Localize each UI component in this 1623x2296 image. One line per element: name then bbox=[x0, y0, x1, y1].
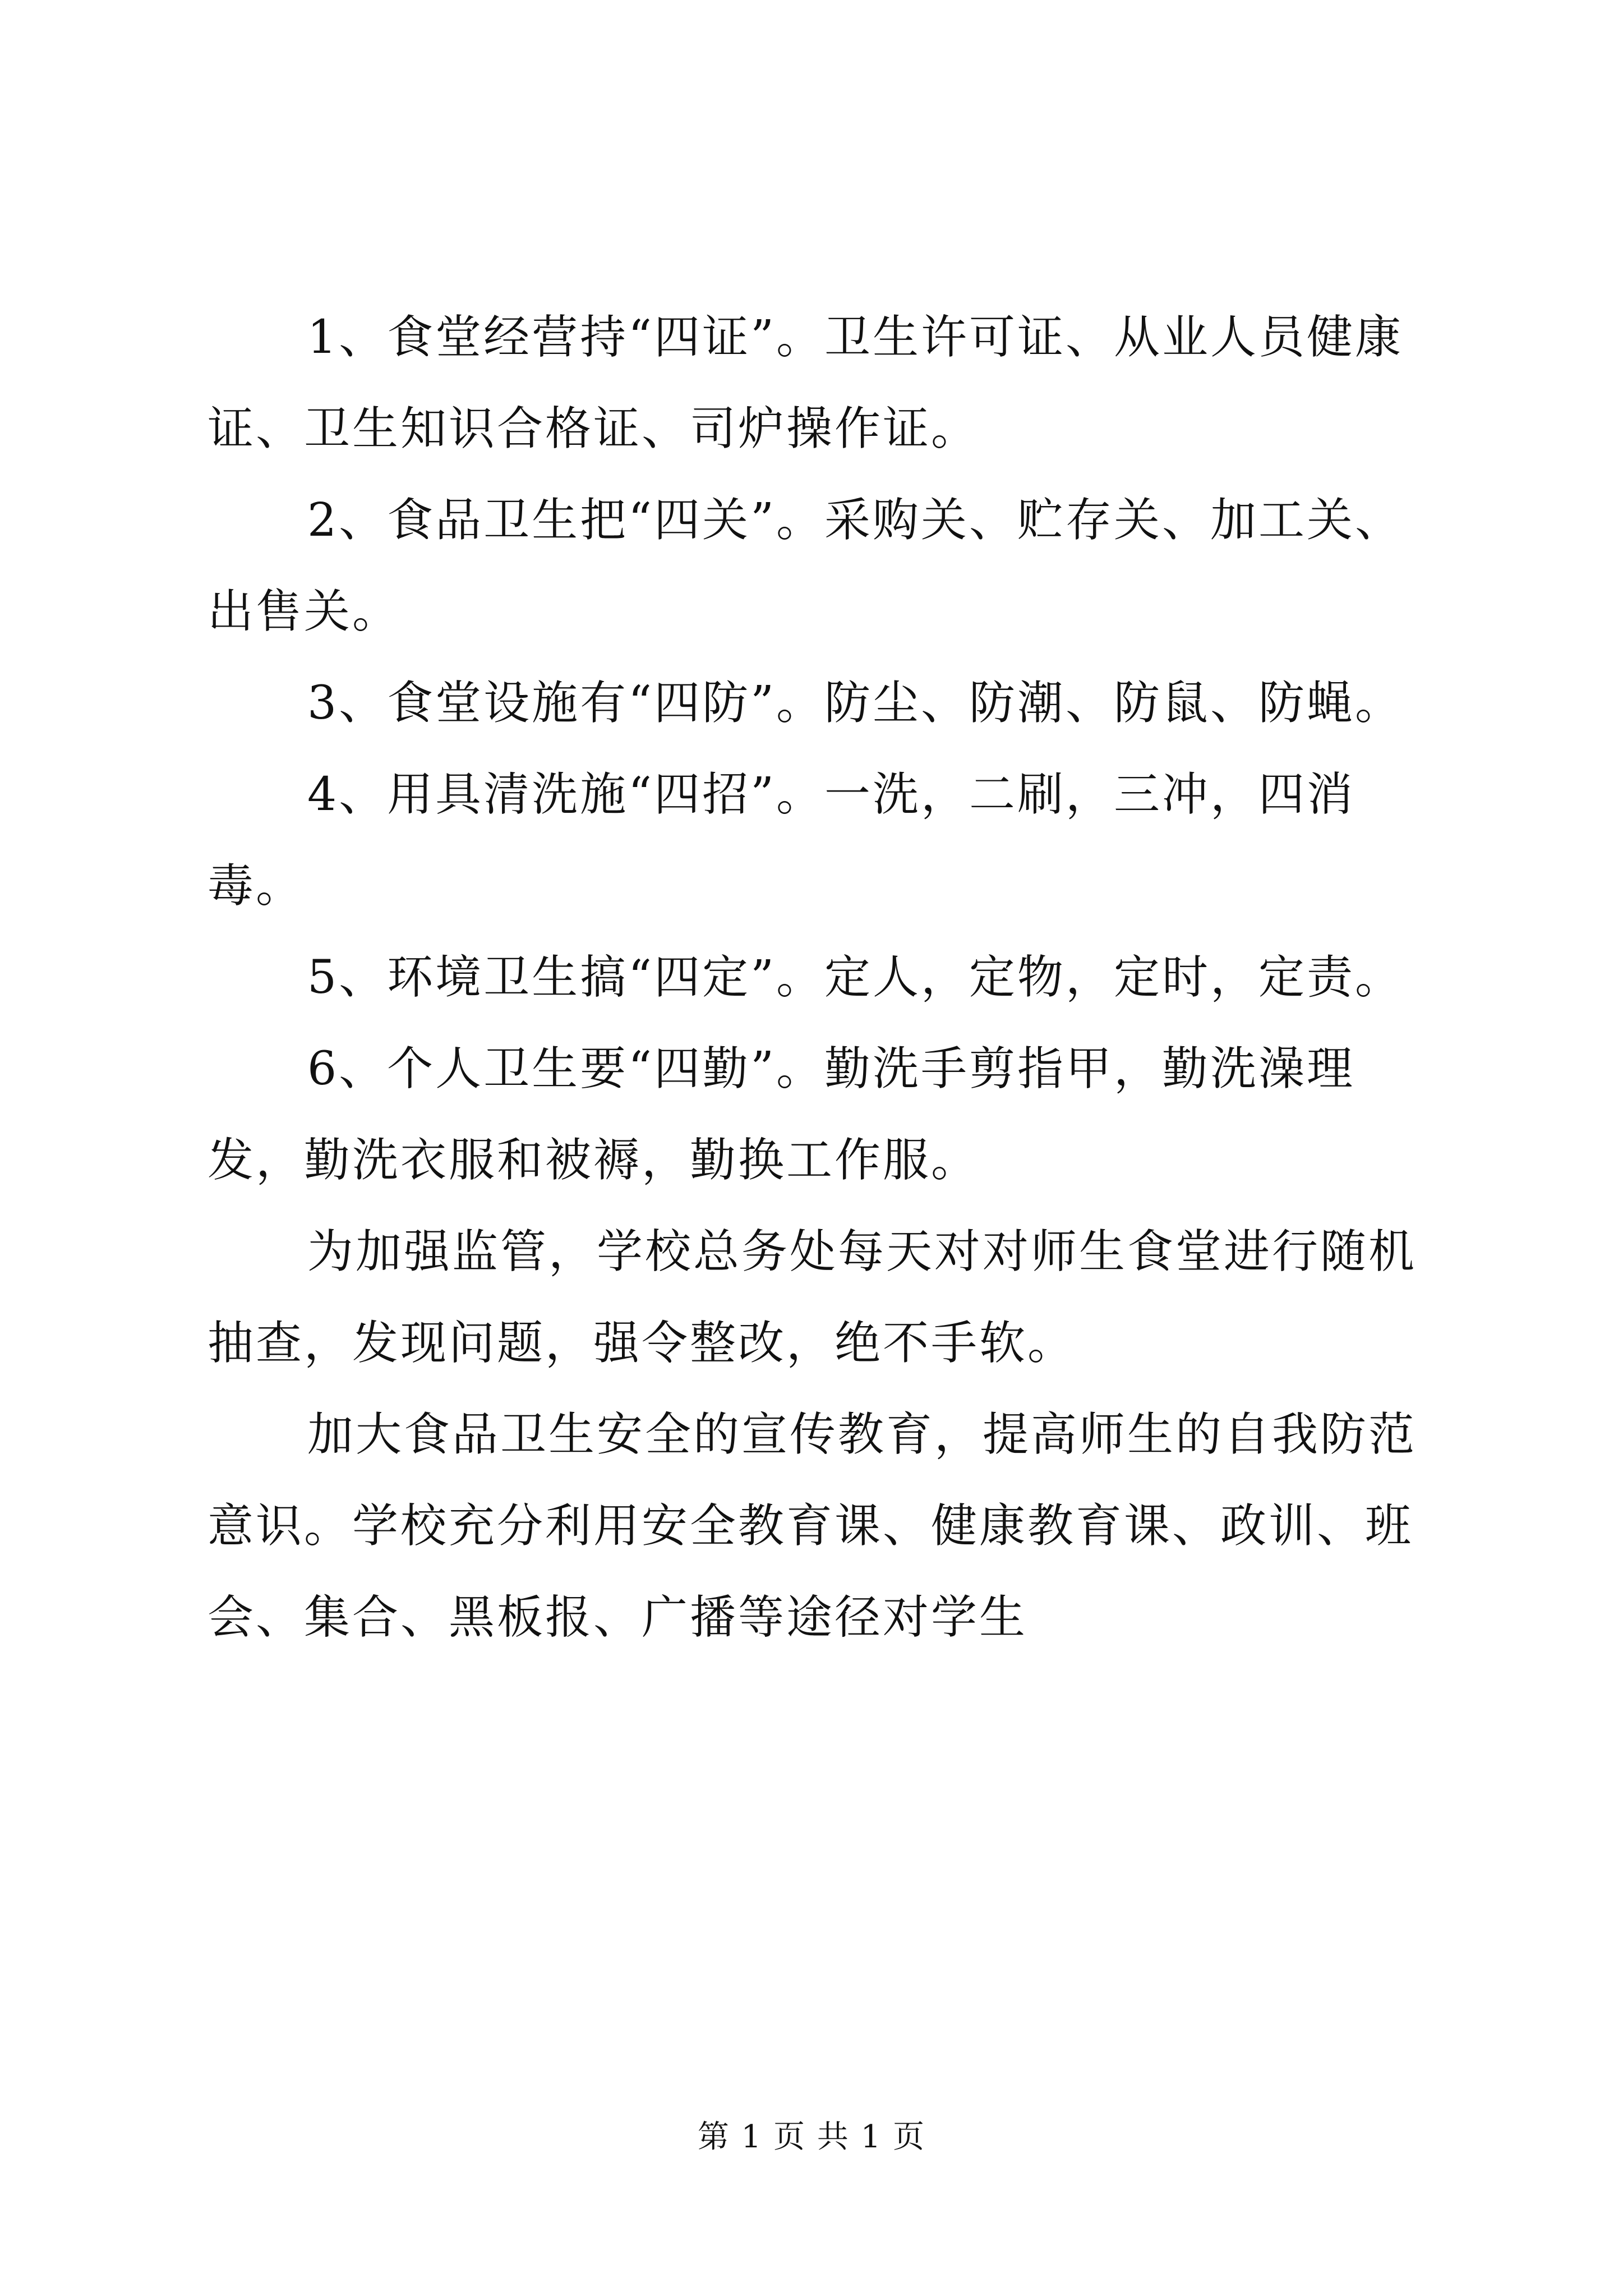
paragraph-supervision: 为加强监管，学校总务处每天对对师生食堂进行随机抽查，发现问题，强令整改，绝不手软。 bbox=[208, 1225, 1417, 1370]
paragraph-rule-6: 6、个人卫生要“四勤”。勤洗手剪指甲，勤洗澡理发，勤洗衣服和被褥，勤换工作服。 bbox=[208, 1042, 1355, 1187]
paragraph-rule-4: 4、用具清洗施“四招”。一洗，二刷，三冲，四消毒。 bbox=[208, 768, 1355, 913]
paragraph-rule-3: 3、食堂设施有“四防”。防尘、防潮、防鼠、防蝇。 bbox=[307, 677, 1404, 730]
paragraph-rule-1: 1、食堂经营持“四证”。卫生许可证、从业人员健康证、卫生知识合格证、司炉操作证。 bbox=[208, 311, 1404, 455]
paragraph-rule-2: 2、食品卫生把“四关”。采购关、贮存关、加工关、出售关。 bbox=[208, 494, 1404, 638]
page-number-footer: 第 1 页 共 1 页 bbox=[697, 2119, 926, 2155]
document-body bbox=[208, 292, 1430, 1663]
paragraph-education: 加大食品卫生安全的宣传教育，提高师生的自我防范意识。学校充分利用安全教育课、健康教育课、政训、班会、集合、黑板报、广播等途径对学生 bbox=[208, 1408, 1417, 1644]
paragraph-rule-5: 5、环境卫生搞“四定”。定人，定物，定时，定责。 bbox=[307, 951, 1404, 1004]
